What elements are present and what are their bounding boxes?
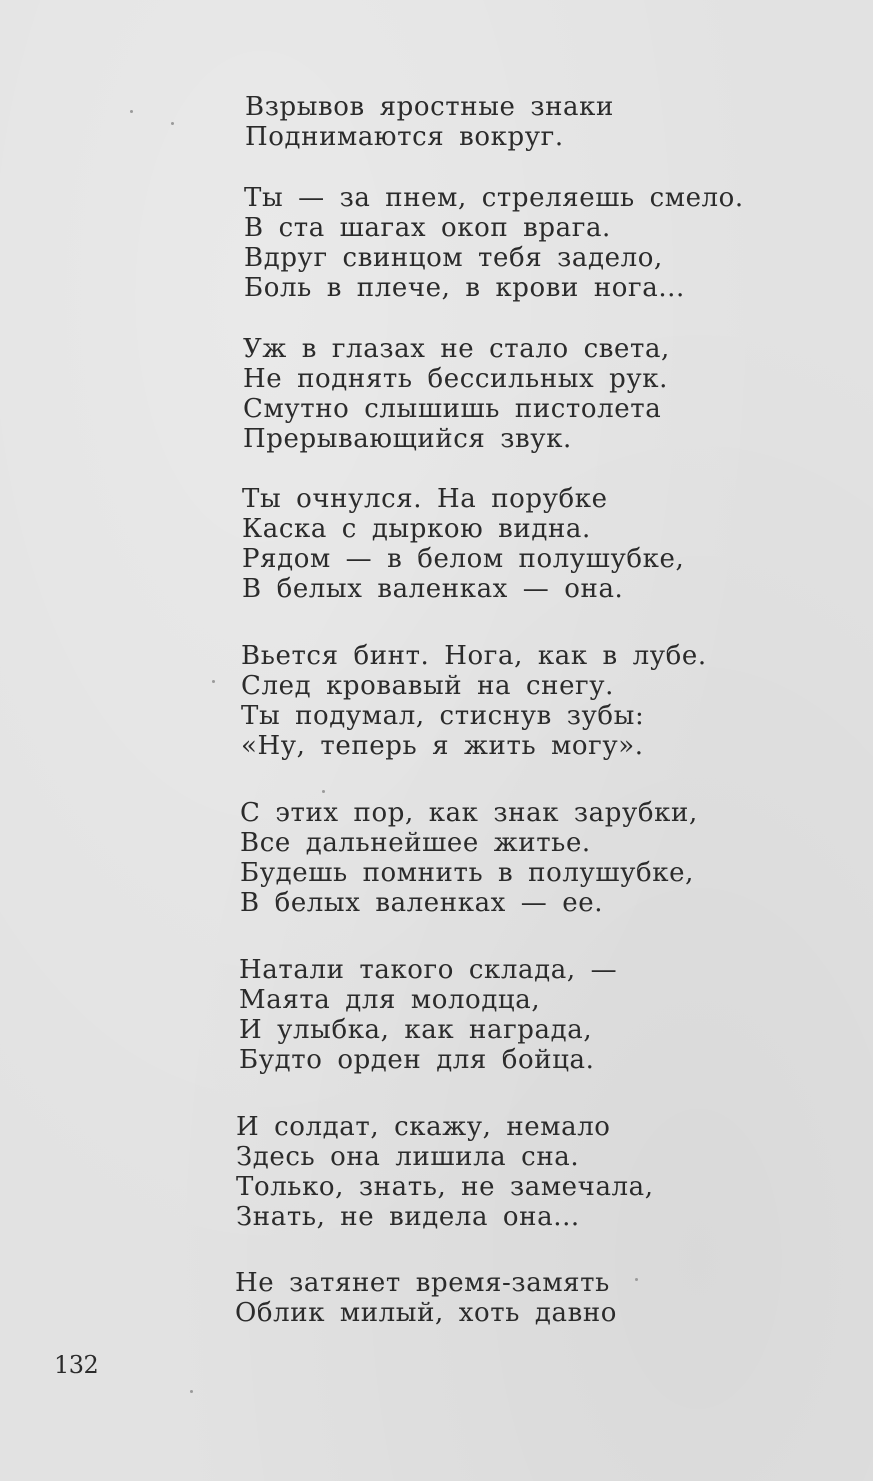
paper-speck xyxy=(322,790,325,793)
poem-line: Прерывающийся звук. xyxy=(243,424,572,454)
poem-line: Натали такого склада, — xyxy=(239,955,618,985)
poem-line: Боль в плече, в крови нога... xyxy=(244,273,685,303)
poem-line: В белых валенках — ее. xyxy=(240,888,604,918)
poem-line: В ста шагах окоп врага. xyxy=(244,213,611,243)
poem-line: Каска с дыркою видна. xyxy=(242,514,591,544)
poem-line: Поднимаются вокруг. xyxy=(245,122,564,152)
poem-line: Не поднять бессильных рук. xyxy=(243,364,669,394)
poem-line: След кровавый на снегу. xyxy=(241,671,615,701)
poem-line: И солдат, скажу, немало xyxy=(236,1112,611,1142)
poem-line: Будто орден для бойца. xyxy=(239,1045,595,1075)
paper-speck xyxy=(190,1390,193,1393)
poem-line: Не затянет время-замять xyxy=(235,1268,610,1298)
poem-line: И улыбка, как награда, xyxy=(239,1015,593,1045)
poem-line: Вьется бинт. Нога, как в лубе. xyxy=(241,641,707,671)
paper-speck xyxy=(635,1278,638,1281)
page-number: 132 xyxy=(54,1351,99,1379)
poem-line: С этих пор, как знак зарубки, xyxy=(240,798,698,828)
poem-line: Маята для молодца, xyxy=(239,985,541,1015)
poem-line: Только, знать, не замечала, xyxy=(236,1172,654,1202)
paper-speck xyxy=(212,680,215,683)
poem-line: Взрывов яростные знаки xyxy=(245,92,614,122)
poem-line: Вдруг свинцом тебя задело, xyxy=(244,243,663,273)
poem-line: Ты подумал, стиснув зубы: xyxy=(241,701,645,731)
poem-line: Ты — за пнем, стреляешь смело. xyxy=(244,183,744,213)
poem-line: Все дальнейшее житье. xyxy=(240,828,591,858)
paper-speck xyxy=(130,110,133,113)
poem-line: Будешь помнить в полушубке, xyxy=(240,858,694,888)
poem-line: В белых валенках — она. xyxy=(242,574,624,604)
poem-line: «Ну, теперь я жить могу». xyxy=(241,731,644,761)
poem-line: Ты очнулся. На порубке xyxy=(242,484,608,514)
poem-line: Смутно слышишь пистолета xyxy=(243,394,662,424)
poem-line: Рядом — в белом полушубке, xyxy=(242,544,685,574)
poem-line: Уж в глазах не стало света, xyxy=(243,334,670,364)
poem-line: Знать, не видела она... xyxy=(236,1202,580,1232)
poem-line: Облик милый, хоть давно xyxy=(235,1298,617,1328)
poem-line: Здесь она лишила сна. xyxy=(236,1142,580,1172)
paper-speck xyxy=(171,122,174,125)
